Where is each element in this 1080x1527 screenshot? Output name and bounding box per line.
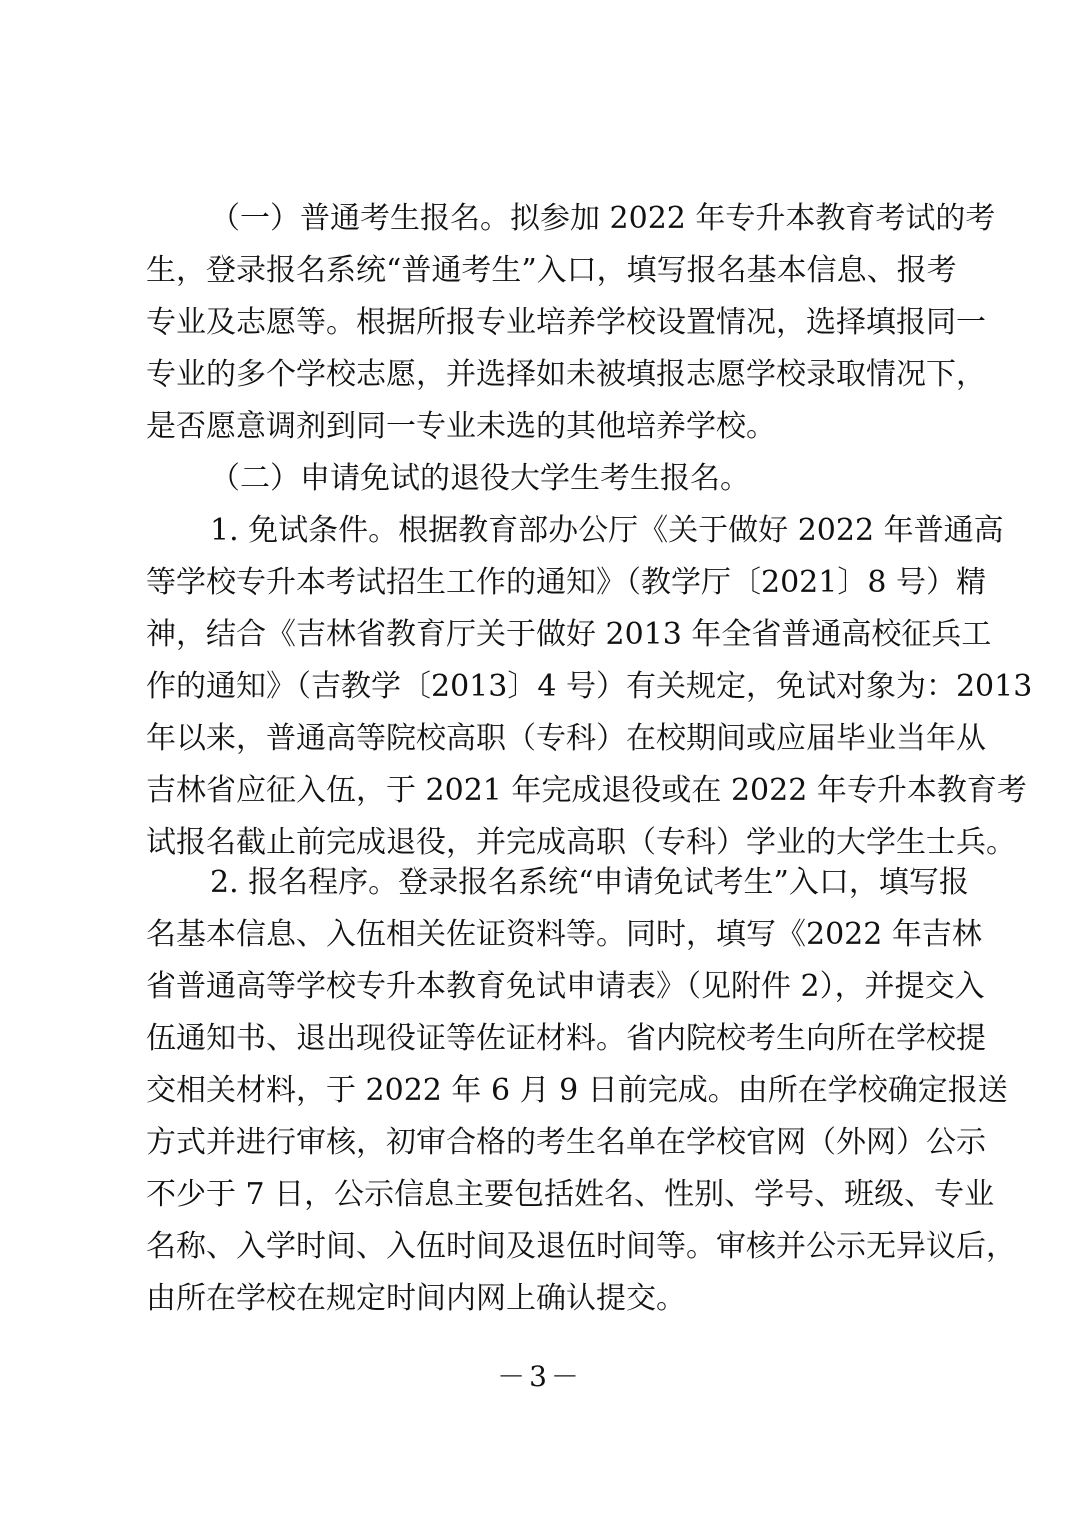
- text-line: 专业及志愿等。根据所报专业培养学校设置情况，选择填报同一: [146, 305, 986, 340]
- text-line: 伍通知书、退出现役证等佐证材料。省内院校考生向所在学校提: [146, 1021, 986, 1056]
- text-line: 年以来，普通高等院校高职（专科）在校期间或应届毕业当年从: [146, 721, 986, 756]
- page-number: －3－: [497, 1360, 583, 1393]
- text-line: （一）普通考生报名。拟参加 2022 年专升本教育考试的考: [210, 201, 996, 236]
- text-line: 1. 免试条件。根据教育部办公厅《关于做好 2022 年普通高: [210, 513, 1004, 548]
- text-line: 试报名截止前完成退役，并完成高职（专科）学业的大学生士兵。: [146, 825, 1016, 860]
- text-line: 由所在学校在规定时间内网上确认提交。: [146, 1281, 686, 1316]
- text-line: 名称、入学时间、入伍时间及退伍时间等。审核并公示无异议后，: [146, 1229, 1016, 1264]
- text-line: 生，登录报名系统“普通考生”入口，填写报名基本信息、报考: [146, 253, 957, 288]
- text-line: 作的通知》（吉教学〔2013〕4 号）有关规定，免试对象为：2013: [146, 669, 1033, 704]
- text-line: 等学校专升本考试招生工作的通知》（教学厅〔2021〕8 号）精: [146, 565, 986, 600]
- text-line: 专业的多个学校志愿，并选择如未被填报志愿学校录取情况下，: [146, 357, 986, 392]
- text-line: 方式并进行审核，初审合格的考生名单在学校官网（外网）公示: [146, 1125, 986, 1160]
- text-line: 是否愿意调剂到同一专业未选的其他培养学校。: [146, 409, 776, 444]
- section-heading: （二）申请免试的退役大学生考生报名。: [210, 461, 750, 496]
- text-line: 名基本信息、入伍相关佐证资料等。同时，填写《2022 年吉林: [146, 917, 982, 952]
- text-line: 2. 报名程序。登录报名系统“申请免试考生”入口，填写报: [210, 865, 969, 900]
- text-line: 不少于 7 日，公示信息主要包括姓名、性别、学号、班级、专业: [146, 1177, 995, 1212]
- text-line: 交相关材料，于 2022 年 6 月 9 日前完成。由所在学校确定报送: [146, 1073, 1008, 1108]
- text-line: 神，结合《吉林省教育厅关于做好 2013 年全省普通高校征兵工: [146, 617, 992, 652]
- text-line: 省普通高等学校专升本教育免试申请表》（见附件 2），并提交入: [146, 969, 985, 1004]
- text-line: 吉林省应征入伍，于 2021 年完成退役或在 2022 年专升本教育考: [146, 773, 1027, 808]
